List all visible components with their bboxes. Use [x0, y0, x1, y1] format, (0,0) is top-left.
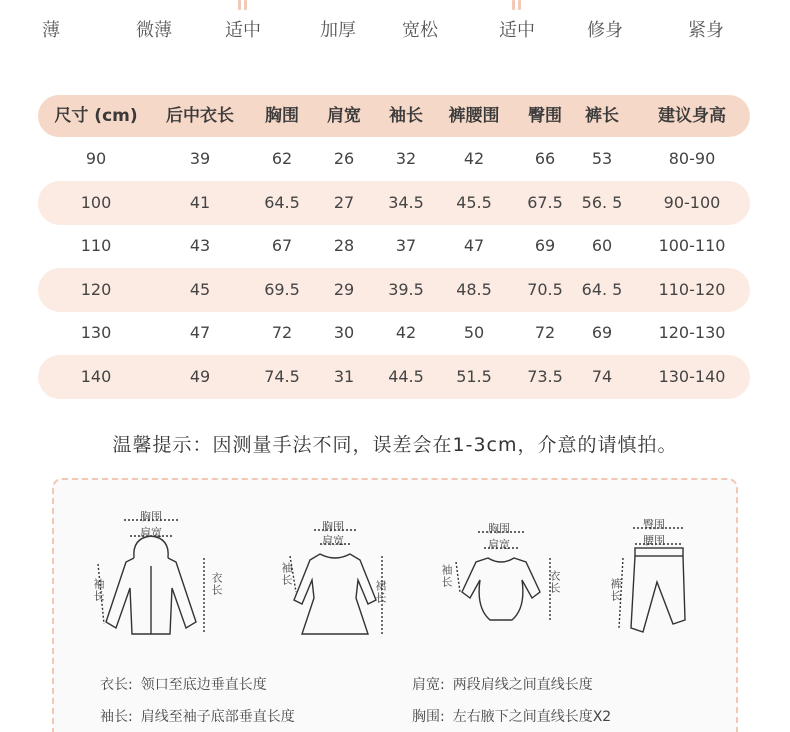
cell-hip: 70.5	[527, 279, 563, 299]
cell-shoulder: 31	[333, 366, 355, 386]
size-table-header	[38, 95, 750, 137]
legend-shoulder: 肩宽: 两段肩线之间直线长度	[412, 677, 593, 693]
header-shoulder: 肩宽	[327, 106, 361, 126]
header-chest: 胸围	[265, 106, 299, 126]
romper-figure	[434, 488, 574, 648]
romper-icon	[434, 488, 574, 648]
cell-height: 90-100	[663, 192, 721, 212]
header-height: 建议身高	[658, 106, 726, 126]
table-row	[38, 181, 750, 225]
pants-hip-label: 臀围	[643, 518, 665, 531]
cell-height: 80-90	[668, 149, 716, 168]
table-row	[38, 268, 750, 312]
cell-back-length: 39	[189, 149, 211, 168]
legend-chest: 胸围: 左右腋下之间直线长度X2	[412, 709, 612, 725]
cell-waist: 50	[463, 323, 485, 342]
jacket-chest-label: 胸围	[140, 510, 162, 523]
fit-label-tight: 紧身	[688, 20, 724, 41]
cell-hip: 72	[534, 323, 556, 342]
cell-shoulder: 30	[333, 323, 355, 342]
header-pants-length: 裤长	[585, 106, 619, 126]
dress-shoulder-label: 肩宽	[322, 534, 344, 547]
dress-length-label: 裙长	[374, 580, 387, 604]
cell-size: 110	[80, 236, 112, 255]
cell-height: 100-110	[658, 236, 726, 255]
cell-waist: 42	[463, 149, 485, 168]
cell-hip: 66	[534, 149, 556, 168]
table-row	[38, 137, 750, 181]
fit-label-regular: 适中	[499, 20, 535, 41]
cell-back-length: 43	[189, 236, 211, 255]
cell-pants-length: 64. 5	[581, 279, 623, 299]
cell-height: 130-140	[658, 366, 726, 386]
dress-icon	[264, 488, 404, 648]
cell-back-length: 49	[189, 366, 211, 386]
cell-chest: 74.5	[264, 366, 300, 386]
measurement-guide-panel	[52, 478, 738, 732]
cell-shoulder: 27	[333, 192, 355, 212]
romper-length-label: 衣长	[548, 570, 561, 594]
cell-height: 120-130	[658, 323, 726, 342]
cell-size: 90	[85, 149, 107, 168]
cell-pants-length: 53	[591, 149, 613, 168]
cell-height: 110-120	[658, 279, 726, 299]
cell-back-length: 47	[189, 323, 211, 342]
cell-waist: 45.5	[456, 192, 492, 212]
cell-hip: 67.5	[527, 192, 563, 212]
legend-sleeve: 袖长: 肩线至袖子底部垂直长度	[100, 709, 295, 725]
romper-chest-label: 胸围	[488, 522, 510, 535]
measurement-tip: 温馨提示：因测量手法不同，误差会在1-3cm，介意的请慎拍。	[112, 434, 678, 456]
cell-size: 100	[80, 192, 112, 212]
romper-sleeve-label: 袖长	[440, 564, 453, 588]
cell-back-length: 41	[189, 192, 211, 212]
header-waist: 裤腰围	[448, 106, 500, 126]
cell-waist: 47	[463, 236, 485, 255]
table-row	[38, 224, 750, 268]
thickness-selected-marker	[238, 0, 248, 10]
cell-chest: 69.5	[264, 279, 300, 299]
cell-pants-length: 74	[591, 366, 613, 386]
cell-shoulder: 29	[333, 279, 355, 299]
fit-selected-marker	[512, 0, 522, 10]
table-row	[38, 311, 750, 355]
dress-figure	[264, 488, 404, 648]
pants-length-label: 裤长	[609, 578, 622, 602]
header-sleeve: 袖长	[389, 106, 423, 126]
cell-back-length: 45	[189, 279, 211, 299]
dress-chest-label: 胸围	[322, 520, 344, 533]
pants-figure	[599, 488, 719, 648]
fit-label-slim: 修身	[587, 20, 623, 41]
legend-length: 衣长: 领口至底边垂直长度	[100, 677, 267, 693]
cell-chest: 72	[271, 323, 293, 342]
cell-waist: 51.5	[456, 366, 492, 386]
pants-icon	[599, 488, 719, 648]
cell-sleeve: 42	[395, 323, 417, 342]
jacket-sleeve-label: 袖长	[92, 578, 105, 602]
cell-sleeve: 32	[395, 149, 417, 168]
romper-shoulder-label: 肩宽	[488, 538, 510, 551]
pants-waist-label: 腰围	[643, 534, 665, 547]
jacket-figure	[84, 488, 224, 648]
jacket-shoulder-label: 肩宽	[140, 526, 162, 539]
cell-size: 130	[80, 323, 112, 342]
thickness-fit-scale	[0, 16, 790, 42]
thickness-label-medium: 适中	[225, 20, 261, 41]
cell-hip: 69	[534, 236, 556, 255]
cell-chest: 67	[271, 236, 293, 255]
cell-shoulder: 28	[333, 236, 355, 255]
cell-hip: 73.5	[527, 366, 563, 386]
header-size: 尺寸 (cm)	[54, 106, 138, 126]
dress-sleeve-label: 袖长	[280, 562, 293, 586]
thickness-label-thick: 加厚	[320, 20, 356, 41]
cell-chest: 64.5	[264, 192, 300, 212]
cell-sleeve: 44.5	[388, 366, 424, 386]
thickness-label-thin: 薄	[42, 20, 60, 41]
cell-size: 120	[80, 279, 112, 299]
cell-pants-length: 69	[591, 323, 613, 342]
cell-pants-length: 56. 5	[581, 192, 623, 212]
cell-sleeve: 37	[395, 236, 417, 255]
header-back-length: 后中衣长	[166, 106, 234, 126]
cell-sleeve: 39.5	[388, 279, 424, 299]
cell-chest: 62	[271, 149, 293, 168]
cell-pants-length: 60	[591, 236, 613, 255]
cell-sleeve: 34.5	[388, 192, 424, 212]
thickness-label-slightly-thin: 微薄	[136, 20, 172, 41]
fit-label-loose: 宽松	[402, 20, 438, 41]
cell-size: 140	[80, 366, 112, 386]
header-hip: 臀围	[528, 106, 562, 126]
jacket-length-label: 衣长	[210, 572, 223, 596]
hooded-jacket-icon	[84, 488, 224, 648]
table-row	[38, 355, 750, 399]
cell-waist: 48.5	[456, 279, 492, 299]
cell-shoulder: 26	[333, 149, 355, 168]
